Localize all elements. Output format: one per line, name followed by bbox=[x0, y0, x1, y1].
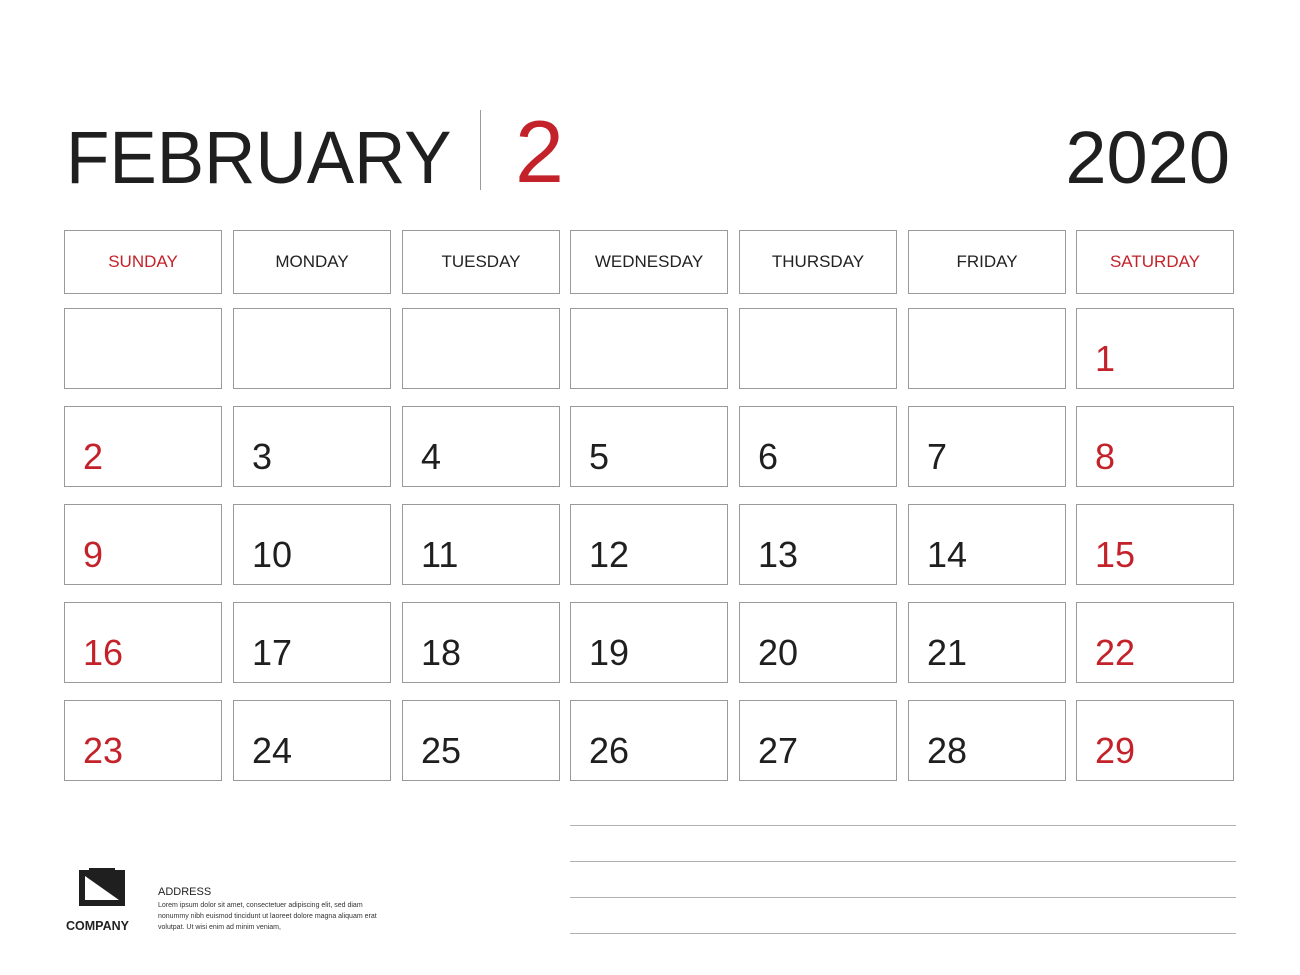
day-cell bbox=[402, 602, 560, 683]
day-cell bbox=[570, 602, 728, 683]
day-number: 18 bbox=[421, 632, 462, 673]
day-cell bbox=[1076, 504, 1234, 585]
day-number: 25 bbox=[421, 730, 462, 771]
day-cell bbox=[1076, 602, 1234, 683]
day-cell bbox=[908, 602, 1066, 683]
weekday-header: MONDAY bbox=[233, 230, 391, 294]
day-number: 8 bbox=[1095, 436, 1116, 477]
day-cell bbox=[908, 700, 1066, 781]
day-cell bbox=[233, 406, 391, 487]
day-cell bbox=[64, 602, 222, 683]
note-line bbox=[570, 933, 1236, 934]
day-cell bbox=[233, 602, 391, 683]
day-cell bbox=[64, 700, 222, 781]
month-number: 2 bbox=[515, 102, 564, 201]
day-cell bbox=[233, 700, 391, 781]
note-line bbox=[570, 897, 1236, 898]
day-number: 2 bbox=[83, 436, 104, 477]
weekday-header: TUESDAY bbox=[402, 230, 560, 294]
weekday-header: THURSDAY bbox=[739, 230, 897, 294]
day-cell bbox=[739, 700, 897, 781]
day-number: 1 bbox=[1095, 338, 1116, 379]
day-number: 16 bbox=[83, 632, 124, 673]
day-cell bbox=[570, 504, 728, 585]
day-cell bbox=[402, 308, 560, 389]
day-number: 4 bbox=[421, 436, 442, 477]
month-title: FEBRUARY bbox=[66, 116, 452, 199]
day-cell bbox=[1076, 406, 1234, 487]
day-number: 19 bbox=[589, 632, 630, 673]
company-name: COMPANY bbox=[66, 919, 129, 933]
day-cell bbox=[1076, 700, 1234, 781]
weekday-header: WEDNESDAY bbox=[570, 230, 728, 294]
address-title: ADDRESS bbox=[158, 886, 212, 898]
day-cell bbox=[570, 700, 728, 781]
day-number: 9 bbox=[83, 534, 104, 575]
day-number: 7 bbox=[927, 436, 948, 477]
day-cell bbox=[402, 504, 560, 585]
day-cell bbox=[402, 700, 560, 781]
day-cell bbox=[739, 602, 897, 683]
day-number: 10 bbox=[252, 534, 293, 575]
day-number: 29 bbox=[1095, 730, 1136, 771]
day-cell bbox=[739, 308, 897, 389]
day-number: 12 bbox=[589, 534, 630, 575]
day-cell bbox=[908, 504, 1066, 585]
address-text: Lorem ipsum dolor sit amet, consectetuer adipiscing elit, sed diam nonummy nibh euismod tincidunt ut laoreet dolore magna aliquam erat volutpat. Ut wisi enim ad minim veniam, bbox=[158, 902, 377, 931]
day-number: 6 bbox=[758, 436, 779, 477]
day-cell bbox=[402, 406, 560, 487]
day-number: 23 bbox=[83, 730, 124, 771]
day-number: 15 bbox=[1095, 534, 1136, 575]
day-cell bbox=[233, 308, 391, 389]
day-number: 21 bbox=[927, 632, 968, 673]
day-number: 5 bbox=[589, 436, 610, 477]
day-number: 14 bbox=[927, 534, 968, 575]
company-logo-icon bbox=[77, 868, 127, 908]
note-line bbox=[570, 825, 1236, 826]
weekday-header: FRIDAY bbox=[908, 230, 1066, 294]
day-cell bbox=[64, 308, 222, 389]
day-cell bbox=[908, 308, 1066, 389]
day-cell bbox=[570, 406, 728, 487]
day-number: 28 bbox=[927, 730, 968, 771]
day-number: 17 bbox=[252, 632, 293, 673]
title-divider bbox=[480, 110, 481, 190]
day-number: 20 bbox=[758, 632, 799, 673]
day-cell bbox=[739, 406, 897, 487]
day-cell bbox=[64, 504, 222, 585]
day-cell bbox=[1076, 308, 1234, 389]
day-number: 24 bbox=[252, 730, 293, 771]
day-number: 22 bbox=[1095, 632, 1136, 673]
day-cell bbox=[570, 308, 728, 389]
note-line bbox=[570, 861, 1236, 862]
day-cell bbox=[908, 406, 1066, 487]
weekday-header: SATURDAY bbox=[1076, 230, 1234, 294]
day-number: 13 bbox=[758, 534, 799, 575]
day-cell bbox=[64, 406, 222, 487]
day-number: 11 bbox=[421, 534, 459, 575]
day-number: 26 bbox=[589, 730, 630, 771]
day-cell bbox=[739, 504, 897, 585]
day-cell bbox=[233, 504, 391, 585]
day-number: 27 bbox=[758, 730, 799, 771]
day-number: 3 bbox=[252, 436, 273, 477]
year-title: 2020 bbox=[1065, 116, 1230, 199]
weekday-header: SUNDAY bbox=[64, 230, 222, 294]
